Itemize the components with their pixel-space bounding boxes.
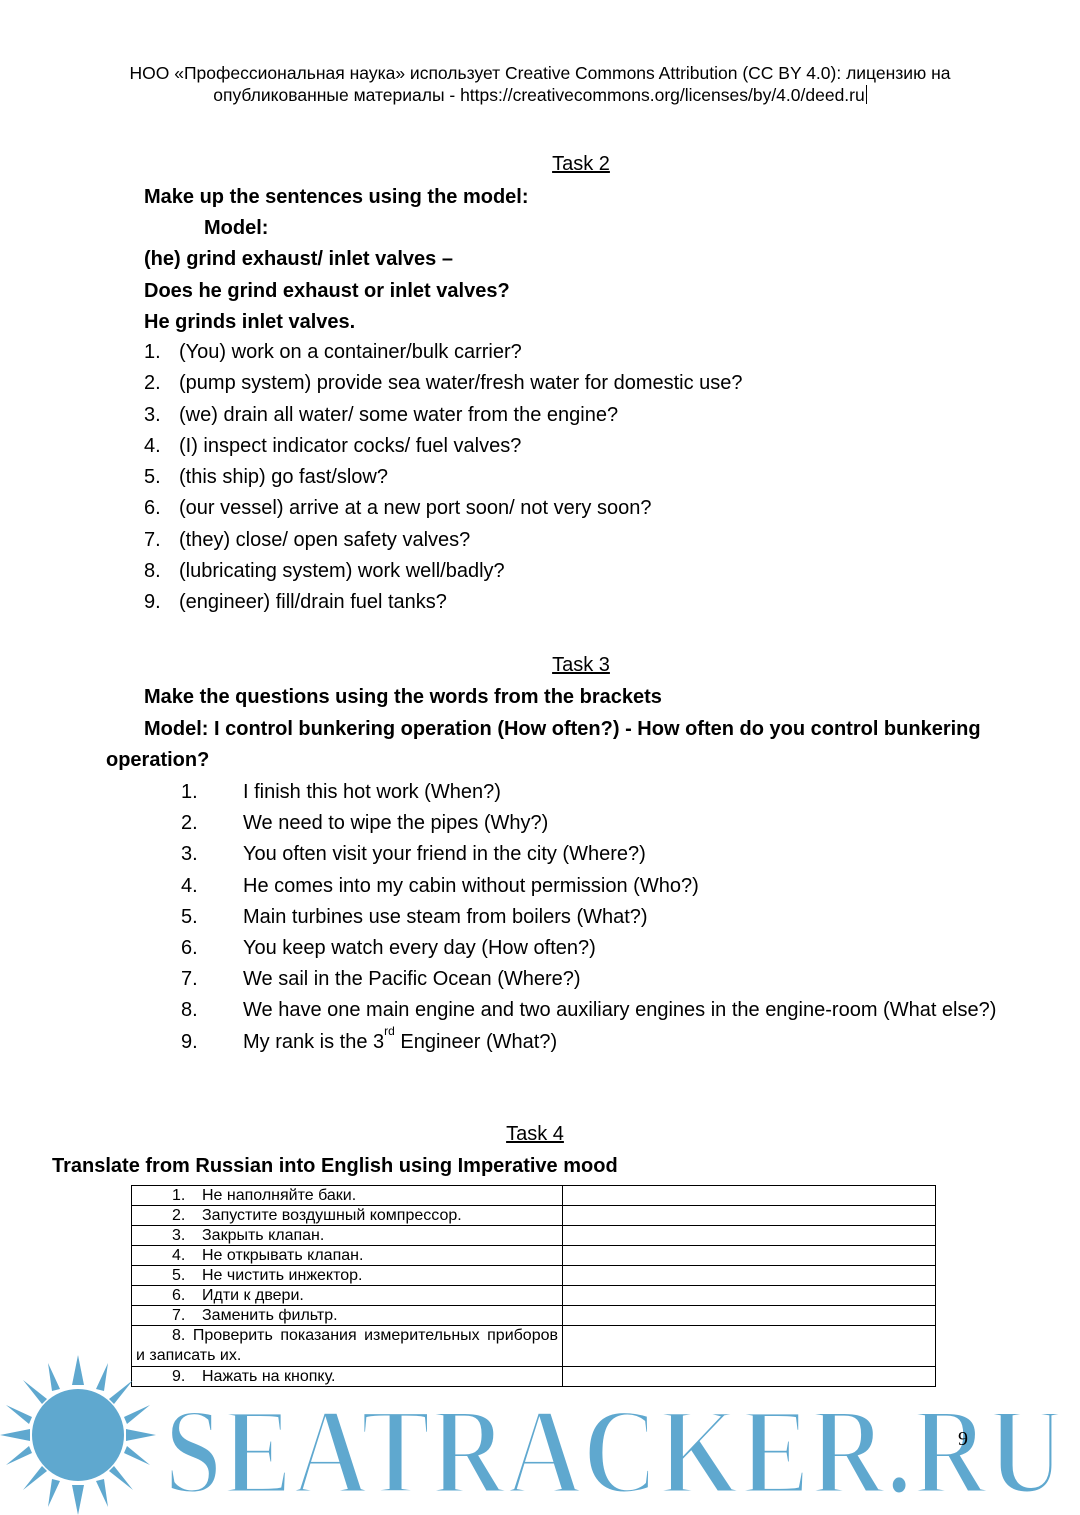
task3-model-line-2: operation? <box>106 749 210 771</box>
answer-cell[interactable] <box>563 1226 936 1246</box>
list-item: 4. He comes into my cabin without permission (Who?) <box>181 874 699 897</box>
task3-instruction: Make the questions using the words from the brackets <box>144 686 662 708</box>
answer-cell[interactable] <box>563 1286 936 1306</box>
task2-model-line-2: Does he grind exhaust or inlet valves? <box>144 280 510 302</box>
task2-instruction: Make up the sentences using the model: <box>144 186 529 208</box>
answer-cell[interactable] <box>563 1246 936 1266</box>
task4-instruction: Translate from Russian into English using Imperative mood <box>52 1155 618 1177</box>
list-item: 9. My rank is the 3rd Engineer (What?) <box>181 1023 558 1053</box>
table-row: 1. Не наполняйте баки. <box>132 1186 936 1206</box>
task2-model-line-3: He grinds inlet valves. <box>144 311 356 333</box>
list-item: 6. You keep watch every day (How often?) <box>181 937 596 960</box>
task2-title: Task 2 <box>552 153 610 175</box>
table-row: 3. Закрыть клапан. <box>132 1226 936 1246</box>
answer-cell[interactable] <box>563 1306 936 1326</box>
answer-cell[interactable] <box>563 1266 936 1286</box>
list-item: 8. (lubricating system) work well/badly? <box>144 560 505 583</box>
list-item: 7. We sail in the Pacific Ocean (Where?) <box>181 968 581 991</box>
list-item: 2. We need to wipe the pipes (Why?) <box>181 812 549 835</box>
list-item: 4. (I) inspect indicator cocks/ fuel valves? <box>144 434 522 457</box>
license-line-1: НОО «Профессиональная наука» использует Creative Commons Attribution (CC BY 4.0): лицензию на <box>129 63 951 83</box>
list-item: 1. (You) work on a container/bulk carrier? <box>144 341 522 363</box>
table-row: 9. Нажать на кнопку. <box>132 1367 936 1387</box>
license-line-2: опубликованные материалы - https://creativecommons.org/licenses/by/4.0/deed.ru <box>213 85 865 105</box>
answer-cell[interactable] <box>563 1206 936 1226</box>
page-number: 9 <box>958 1428 968 1450</box>
table-row: 8. Проверить показания измерительных приборов и записать их. <box>132 1326 936 1367</box>
list-item: 7. (they) close/ open safety valves? <box>144 528 471 551</box>
task4-title: Task 4 <box>506 1123 564 1145</box>
list-item: 3. You often visit your friend in the city (Where?) <box>181 843 646 866</box>
table-row: 7. Заменить фильтр. <box>132 1306 936 1326</box>
watermark-text: SEATRACKER.RU <box>164 1383 1064 1515</box>
list-item: 9. (engineer) fill/drain fuel tanks? <box>144 591 447 614</box>
task3-list <box>181 777 1011 1058</box>
table-row: 6. Идти к двери. <box>132 1286 936 1306</box>
seatracker-watermark <box>0 1355 1080 1515</box>
list-item: 6. (our vessel) arrive at a new port soon/ not very soon? <box>144 497 652 520</box>
task2-model-line-1: (he) grind exhaust/ inlet valves – <box>144 248 453 270</box>
task2-model-label: Model: <box>204 217 269 239</box>
license-header <box>0 62 1080 106</box>
list-item: 5. Main turbines use steam from boilers (What?) <box>181 905 648 928</box>
list-item: 1. I finish this hot work (When?) <box>181 781 501 803</box>
table-row: 2. Запустите воздушный компрессор. <box>132 1206 936 1226</box>
sun-logo-icon <box>0 1355 156 1515</box>
task2-list <box>144 339 743 621</box>
answer-cell[interactable] <box>563 1186 936 1206</box>
list-item: 3. (we) drain all water/ some water from the engine? <box>144 403 619 426</box>
list-item: 8. We have one main engine and two auxiliary engines in the engine-room (What else?) <box>181 999 997 1022</box>
list-item: 2. (pump system) provide sea water/fresh water for domestic use? <box>144 372 743 395</box>
task3-model-line-1: Model: I control bunkering operation (How often?) - How often do you control bunkering <box>144 718 981 740</box>
list-item: 5. (this ship) go fast/slow? <box>144 466 388 489</box>
task3-title: Task 3 <box>552 654 610 676</box>
table-row: 4. Не открывать клапан. <box>132 1246 936 1266</box>
table-row: 5. Не чистить инжектор. <box>132 1266 936 1286</box>
